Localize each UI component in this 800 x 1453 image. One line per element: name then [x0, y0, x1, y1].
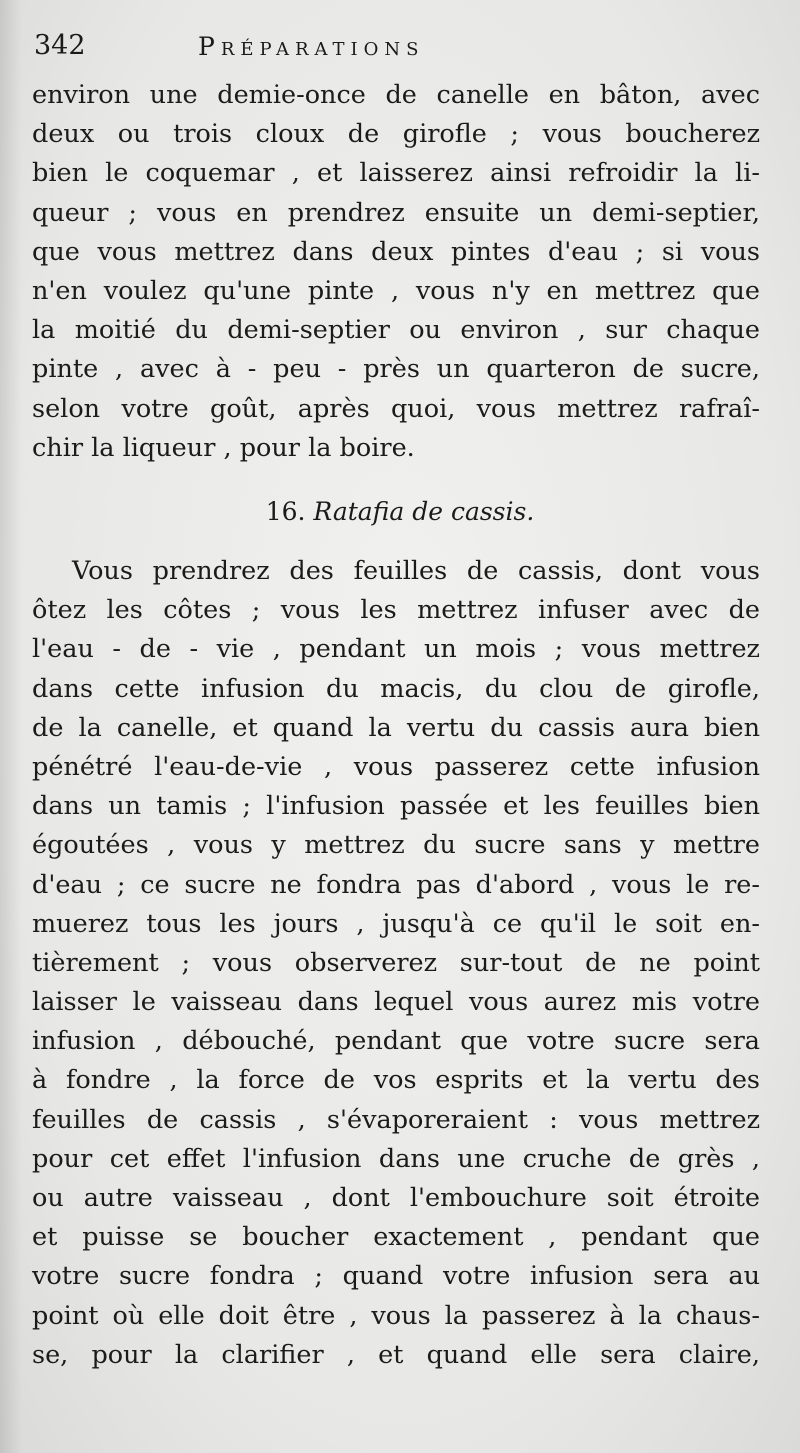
text-line: d'eau ; ce sucre ne fondra pas d'abord , vous le re- — [32, 869, 760, 900]
section-heading — [0, 492, 800, 532]
text-line: point où elle doit être , vous la passerez à la chaus- — [32, 1300, 760, 1331]
text-line: ou autre vaisseau , dont l'embouchure soit étroite — [32, 1183, 760, 1213]
text-line: votre sucre fondra ; quand votre infusion sera au — [32, 1261, 760, 1292]
text-line: Vous prendrez des feuilles de cassis, dont vous — [72, 556, 760, 586]
paragraph-2 — [32, 552, 760, 1375]
text-line: la moitié du demi-septier ou environ , sur chaque — [32, 315, 760, 346]
text-line: dans cette infusion du macis, du clou de girofle, — [32, 673, 760, 704]
text-line: à fondre , la force de vos esprits et la vertu des — [32, 1065, 760, 1096]
section-title: Ratafia de cassis. — [313, 497, 535, 526]
text-line: selon votre goût, après quoi, vous mettrez rafraî- — [32, 393, 760, 424]
text-line: pour cet effet l'infusion dans une cruche de grès , — [32, 1143, 760, 1174]
text-line: queur ; vous en prendrez ensuite un demi-septier, — [32, 197, 760, 228]
paragraph-1 — [32, 76, 760, 468]
text-line: se, pour la clarifier , et quand elle sera claire, — [32, 1339, 760, 1370]
text-line: dans un tamis ; l'infusion passée et les feuilles bien — [32, 791, 760, 822]
text-line: et puisse se boucher exactement , pendant que — [32, 1222, 760, 1253]
text-line: muerez tous les jours , jusqu'à ce qu'il le soit en- — [32, 908, 760, 939]
text-line: feuilles de cassis , s'évaporeraient : vous mettrez — [32, 1104, 760, 1135]
text-line: chir la liqueur , pour la boire. — [32, 432, 415, 463]
page-number: 342 — [34, 30, 86, 61]
text-line: égoutées , vous y mettrez du sucre sans y mettre — [32, 830, 760, 861]
section-number: 16. — [265, 497, 306, 526]
text-line: infusion , débouché, pendant que votre sucre sera — [32, 1026, 760, 1057]
text-line: laisser le vaisseau dans lequel vous aurez mis votre — [32, 987, 760, 1018]
text-line: pinte , avec à - peu - près un quarteron de sucre, — [32, 354, 760, 385]
text-line: tièrement ; vous observerez sur-tout de ne point — [32, 947, 760, 978]
text-line: pénétré l'eau-de-vie , vous passerez cette infusion — [32, 751, 760, 782]
text-line: deux ou trois cloux de girofle ; vous boucherez — [32, 119, 760, 150]
text-line: n'en voulez qu'une pinte , vous n'y en mettrez que — [32, 275, 760, 306]
text-line: bien le coquemar , et laisserez ainsi refroidir la li- — [32, 158, 760, 189]
text-line: de la canelle, et quand la vertu du cassis aura bien — [32, 712, 760, 743]
text-line: l'eau - de - vie , pendant un mois ; vous mettrez — [32, 634, 760, 665]
page-header — [30, 28, 765, 68]
running-title: Préparations — [198, 32, 425, 61]
page-gutter-shadow — [0, 0, 22, 1453]
text-line: que vous mettrez dans deux pintes d'eau ; si vous — [32, 236, 760, 267]
text-line: environ une demie-once de canelle en bâton, avec — [32, 80, 760, 110]
text-line: ôtez les côtes ; vous les mettrez infuser avec de — [32, 595, 760, 626]
